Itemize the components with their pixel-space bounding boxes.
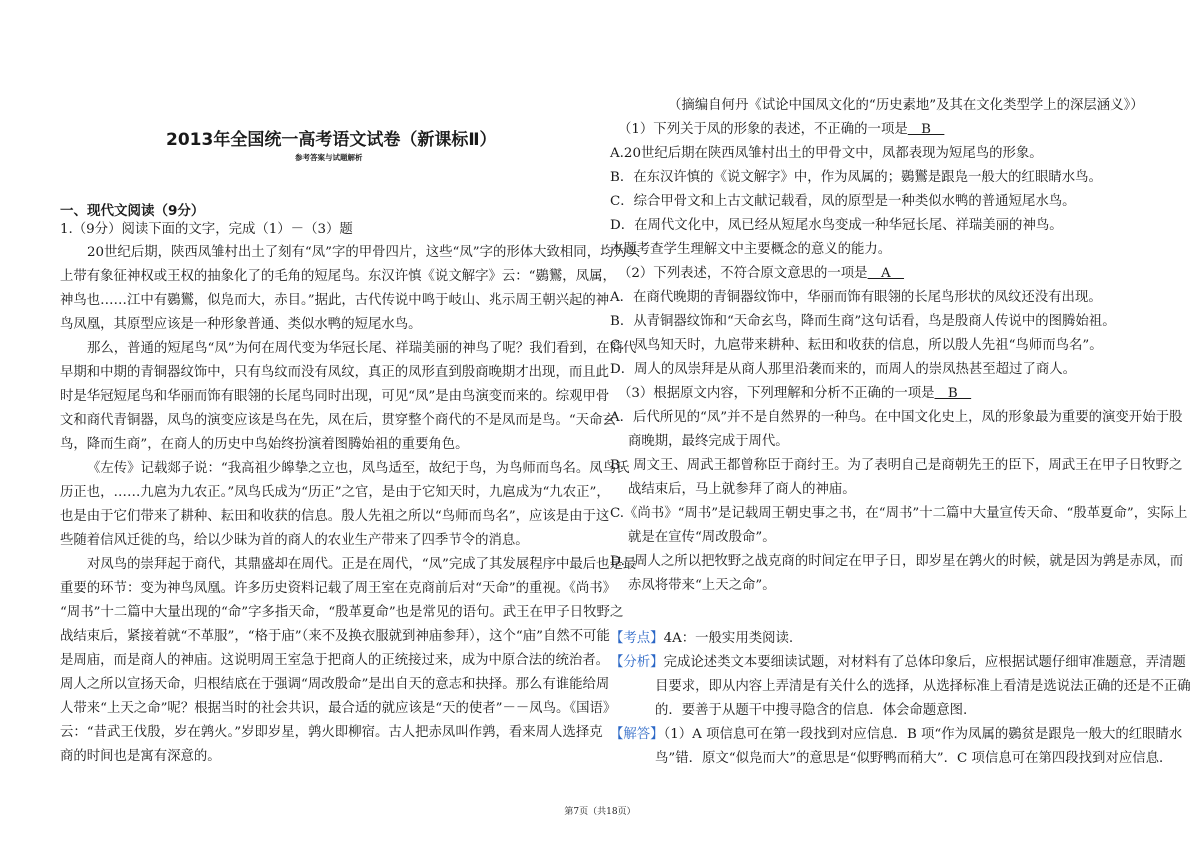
- option: 商晚期，最终完成于周代。: [628, 434, 789, 449]
- passage-line: 是周庙，而是商人的神庙。这说明周王室急于把商人的正统接过来，成为中原合法的统治者。: [60, 653, 610, 668]
- page-subtitle: 参考答案与试题解析: [295, 153, 363, 162]
- question-stem: [618, 385, 971, 403]
- option: 就是在宣传“周改殷命”。: [628, 530, 776, 545]
- passage-line: 些随着信风迁徙的鸟，给以少昧为首的商人的农业生产带来了四季节令的消息。: [60, 533, 529, 548]
- option: A.20世纪后期在陕西凤雏村出土的甲骨文中，凤都表现为短尾鸟的形象。: [610, 146, 1043, 161]
- kaodian: [610, 630, 793, 648]
- option: B．从青铜器纹饰和“天命玄鸟，降而生商”这句话看，鸟是殷商人传说中的图腾始祖。: [610, 314, 1116, 329]
- jieda-text: 鸟”错．原文“似凫而大”的意思是“似野鸭而稍大”．C 项信息可在第四段找到对应信息．: [655, 751, 1173, 766]
- passage-line: “周书”十二篇中大量出现的“命”字多指天命，“殷革夏命”也是常见的语句。武王在甲子日牧野之: [60, 605, 624, 620]
- fenxi-text: 完成论述类文本要细读试题，对材料有了总体印象后，应根据试题仔细审准题意，弄清题: [663, 655, 1186, 670]
- option: D．在周代文化中，凤已经从短尾水鸟变成一种华冠长尾、祥瑞美丽的神鸟。: [610, 218, 1063, 233]
- question-stem-text: （1）下列关于凤的形象的表述，不正确的一项是: [618, 122, 908, 137]
- option: C．综合甲骨文和上古文献记载看，凤的原型是一种类似水鸭的普通短尾水鸟。: [610, 194, 1076, 209]
- answer-blank: B: [934, 386, 972, 401]
- kaodian-text: 4A：一般实用类阅读.: [663, 631, 794, 646]
- jieda-tag: 【解答】: [610, 727, 664, 742]
- question-stem-text: （3）根据原文内容，下列理解和分析不正确的一项是: [618, 386, 935, 401]
- option: 赤凤将带来“上天之命”。: [628, 578, 776, 593]
- question-stem-text: （2）下列表述，不符合原文意思的一项是: [618, 266, 868, 281]
- passage-line: 《左传》记载郯子说：“我高祖少皞挚之立也，凤鸟适至，故纪于鸟，为鸟师而鸟名。凤鸟氏: [87, 461, 630, 476]
- passage-line: 上带有象征神权或王权的抽象化了的毛角的短尾鸟。东汉许慎《说文解字》云：“鷃鸑，凤属，: [60, 269, 616, 284]
- passage-line: 人带来“上天之命”呢？根据当时的社会共识，最合适的就应该是“天的使者”－－凤鸟。《国语》: [60, 701, 617, 716]
- passage-line: 对凤鸟的崇拜起于商代，其鼎盛却在周代。正是在周代，“凤”完成了其发展程序中最后也是最: [87, 557, 637, 572]
- fenxi-text: 目要求，即从内容上弄清是有关什么的选择，从选择标准上看清是选说法正确的还是不正确: [655, 679, 1191, 694]
- option: D．周人的凤崇拜是从商人那里沿袭而来的，而周人的崇凤热甚至超过了商人。: [610, 362, 1077, 377]
- option: D．周人之所以把牧野之战克商的时间定在甲子日，即岁星在鹑火的时候，就是因为鹑是赤凤，而: [610, 554, 1184, 569]
- option: B．周文王、周武王都曾称臣于商纣王。为了表明自己是商朝先王的臣下，周武王在甲子日牧野之: [610, 458, 1183, 473]
- option: C.《尚书》“周书”是记载周王朝史事之书，在“周书”十二篇中大量宣传天命、“殷革夏命”，实际上: [610, 506, 1188, 521]
- fenxi-tag: 【分析】: [610, 655, 664, 670]
- passage-line: 历正也，……九扈为九农正。”凤鸟氏成为“历正”之官，是由于它知天时，九扈成为“九农正”，: [60, 485, 610, 500]
- fenxi-text: 的．要善于从题干中搜寻隐含的信息．体会命题意图.: [655, 703, 968, 718]
- passage-line: 那么，普通的短尾鸟“凤”为何在周代变为华冠长尾、祥瑞美丽的神鸟了呢？我们看到，在商代: [87, 341, 637, 356]
- passage-line: 商的时间也是寓有深意的。: [60, 749, 221, 764]
- passage-line: 战结束后，紧接着就“不革服”，“格于庙”（来不及换衣服就到神庙参拜），这个“庙”自然不可能: [60, 629, 610, 644]
- page-footer: 第7页（共18页）: [564, 807, 636, 817]
- passage-line: 周人之所以宣扬天命，归根结底在于强调“周改殷命”是出自天的意志和抉择。那么有谁能给周: [60, 677, 610, 692]
- passage-line: 也是由于它们带来了耕种、耘田和收获的信息。殷人先祖之所以“鸟师而鸟名”，应该是由于这: [60, 509, 610, 524]
- question-intro: 1.（9分）阅读下面的文字，完成（1）－（3）题: [60, 222, 353, 237]
- kaodian-tag: 【考点】: [610, 631, 664, 646]
- option: 战结束后，马上就参拜了商人的神庙。: [628, 482, 856, 497]
- question-stem: [618, 265, 904, 283]
- passage-line: 云：“昔武王伐殷，岁在鹑火。”岁即岁星，鹑火即柳宿。古人把赤凤叫作鹑，看来周人选择克: [60, 725, 603, 740]
- passage-line: 重要的环节：变为神鸟凤凰。许多历史资料记载了周王室在克商前后对“天命”的重视。《尚书》: [60, 581, 617, 596]
- passage-line: 20世纪后期，陕西凤雏村出土了刻有“凤”字的甲骨四片，这些“凤”字的形体大致相同，均为头: [87, 245, 641, 260]
- passage-line: 鸟，降而生商”，在商人的历史中鸟始终扮演着图腾始祖的重要角色。: [60, 437, 469, 452]
- answer-blank: B: [907, 122, 945, 137]
- section-heading: 一、现代文阅读（9分）: [60, 203, 205, 219]
- passage-line: 时是华冠短尾鸟和华丽而饰有眼翎的长尾鸟同时出现，可见“凤”是由鸟演变而来的。综观甲骨: [60, 389, 610, 404]
- question-note: 本题考查学生理解文中主要概念的意义的能力。: [610, 242, 892, 257]
- option: C．凤鸟知天时，九扈带来耕种、耘田和收获的信息，所以殷人先祖“鸟师而鸟名”。: [610, 338, 1103, 353]
- passage-line: 文和商代青铜器，凤鸟的演变应该是鸟在先，凤在后，贯穿整个商代的不是凤而是鸟。“天命玄: [60, 413, 616, 428]
- passage-line: 神鸟也……江中有鷃鸑，似凫而大，赤目。”据此，古代传说中鸣于岐山、兆示周王朝兴起的神: [60, 293, 610, 308]
- fenxi: [610, 654, 1186, 672]
- jieda: [610, 726, 1182, 744]
- source-citation: （摘编自何丹《试论中国凤文化的“历史素地”及其在文化类型学上的深层涵义》）: [668, 98, 1144, 113]
- page-title: 2013年全国统一高考语文试卷（新课标Ⅱ）: [166, 130, 497, 150]
- option: A．在商代晚期的青铜器纹饰中，华丽而饰有眼翎的长尾鸟形状的凤纹还没有出现。: [610, 290, 1102, 305]
- passage-line: 早期和中期的青铜器纹饰中，只有鸟纹而没有凤纹，真正的凤形直到殷商晚期才出现，而且此: [60, 365, 610, 380]
- option: A．后代所见的“凤”并不是自然界的一种鸟。在中国文化史上，凤的形象最为重要的演变开始于股: [610, 410, 1183, 425]
- passage-line: 鸟凤凰，其原型应该是一种形象普通、类似水鸭的短尾水鸟。: [60, 317, 422, 332]
- question-stem: [618, 121, 944, 139]
- jieda-text: （1）A 项信息可在第一段找到对应信息．B 项“作为凤属的鷃贫是跟凫一般大的红眼睛水: [663, 727, 1183, 742]
- answer-blank: A: [867, 266, 905, 281]
- option: B．在东汉许慎的《说文解字》中，作为凤属的；鷃鸑是跟凫一般大的红眼睛水鸟。: [610, 170, 1102, 185]
